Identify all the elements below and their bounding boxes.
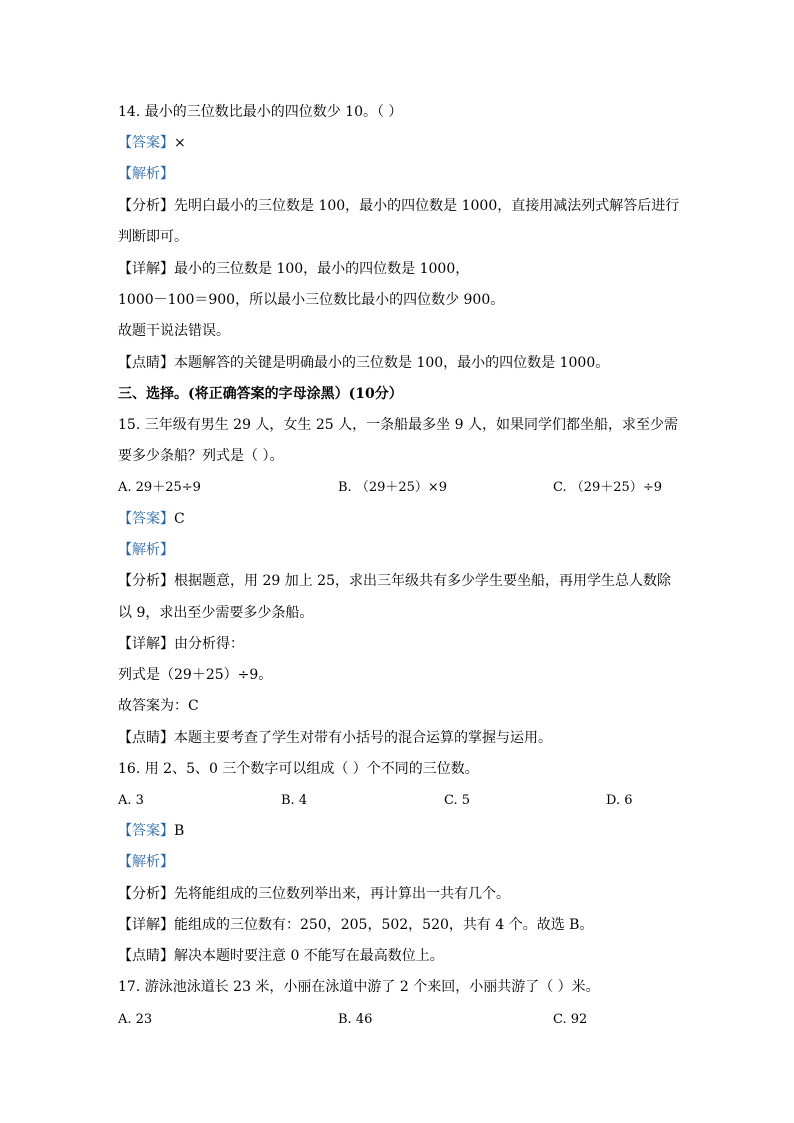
q14-xiangjie-1 [118,260,469,278]
q15-question-1: 15. 三年级有男生 29 人，女生 25 人，一条船最多坐 9 人，如果同学们都坐船，求至少需 [118,417,678,433]
q15-option-a: A. 29＋25÷9 [118,480,201,495]
fenxi-tag: 【分析】 [118,573,174,589]
q14-fenxi-1 [118,197,679,215]
xiangjie-tag: 【详解】 [118,917,174,933]
dianjing-tag: 【点睛】 [118,730,174,746]
q17-option-c: C. 92 [553,1012,588,1027]
answer-value: × [174,135,186,151]
q15-jiexi: 【解析】 [118,542,174,558]
xiangjie-text: 由分析得： [174,636,244,652]
dianjing-text: 解决本题时要注意 0 不能写在最高数位上。 [174,948,444,964]
dianjing-tag: 【点睛】 [118,355,174,371]
dianjing-text: 本题主要考查了学生对带有小括号的混合运算的掌握与运用。 [174,730,552,746]
section-heading: 三、选择。(将正确答案的字母涂黑）(10分） [118,386,403,402]
q16-option-a: A. 3 [118,793,144,808]
q16-answer [118,822,184,840]
fenxi-text: 先将能组成的三位数列举出来，再计算出一共有几个。 [174,886,510,902]
q16-option-c: C. 5 [444,793,471,808]
q15-xiangjie-2: 列式是（29＋25）÷9。 [118,667,273,683]
answer-value: B [174,823,185,839]
q16-question: 16. 用 2、5、0 三个数字可以组成（ ）个不同的三位数。 [118,761,479,777]
q15-question-2: 要多少条船？列式是（ ）。 [118,448,284,464]
q16-option-d: D. 6 [606,793,633,808]
q15-xiangjie-1 [118,635,244,653]
q15-fenxi-1 [118,572,671,590]
answer-tag: 【答案】 [118,135,174,151]
answer-tag: 【答案】 [118,823,174,839]
q14-jiexi: 【解析】 [118,166,174,182]
fenxi-tag: 【分析】 [118,198,174,214]
q16-xiangjie [118,916,593,934]
q15-option-c: C. （29＋25）÷9 [553,480,662,495]
q16-fenxi [118,885,510,903]
q15-xiangjie-3: 故答案为：C [118,698,199,714]
q15-dianjing [118,729,552,747]
xiangjie-text: 最小的三位数是 100，最小的四位数是 1000， [174,261,470,277]
answer-value: C [174,511,185,527]
dianjing-text: 本题解答的关键是明确最小的三位数是 100，最小的四位数是 1000。 [174,355,610,371]
q17-option-b: B. 46 [338,1012,373,1027]
xiangjie-tag: 【详解】 [118,261,174,277]
q16-jiexi: 【解析】 [118,854,174,870]
q14-xiangjie-3: 故题干说法错误。 [118,323,230,339]
fenxi-text: 先明白最小的三位数是 100，最小的四位数是 1000，直接用减法列式解答后进行 [174,198,680,214]
xiangjie-text: 能组成的三位数有：250，205，502，520，共有 4 个。故选 B。 [174,917,594,933]
q16-dianjing [118,947,444,965]
q15-answer [118,510,185,528]
q16-option-b: B. 4 [281,793,308,808]
q17-option-a: A. 23 [118,1012,153,1027]
q14-question: 14. 最小的三位数比最小的四位数少 10。（ ） [118,104,403,120]
q17-question: 17. 游泳池泳道长 23 米，小丽在泳道中游了 2 个来回，小丽共游了（ ）米。 [118,979,600,995]
q14-answer [118,134,186,152]
q14-dianjing [118,354,609,372]
fenxi-text: 根据题意，用 29 加上 25，求出三年级共有多少学生要坐船，再用学生总人数除 [174,573,671,589]
q15-option-b: B. （29＋25）×9 [338,480,448,495]
q15-fenxi-2: 以 9，求出至少需要多少条船。 [118,605,314,621]
q14-xiangjie-2: 1000－100＝900，所以最小三位数比最小的四位数少 900。 [118,292,505,308]
xiangjie-tag: 【详解】 [118,636,174,652]
fenxi-tag: 【分析】 [118,886,174,902]
q14-fenxi-2: 判断即可。 [118,229,188,245]
dianjing-tag: 【点睛】 [118,948,174,964]
answer-tag: 【答案】 [118,511,174,527]
